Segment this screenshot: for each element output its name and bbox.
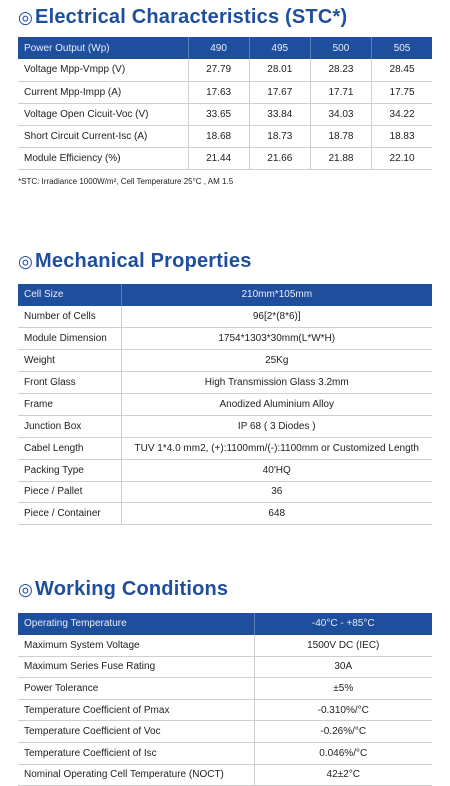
header-value: 210mm*105mm [121,284,432,306]
row-label: Current Mpp-Impp (A) [18,81,188,103]
row-label: Nominal Operating Cell Temperature (NOCT) [18,764,254,786]
table-row [18,81,432,103]
mechanical-table [18,284,432,525]
header-value: 500 [310,37,371,59]
row-label: Maximum System Voltage [18,635,254,657]
cell-value: 17.63 [188,81,249,103]
table-row [18,350,432,372]
cell-value: IP 68 ( 3 Diodes ) [121,415,432,437]
table-row [18,328,432,350]
header-value: 505 [372,37,432,59]
row-label: Module Dimension [18,328,121,350]
table-row [18,743,432,765]
circle-bullet-icon: ◎ [18,251,34,271]
cell-value: 18.73 [249,125,310,147]
cell-value: 33.84 [249,103,310,125]
row-label: Short Circuit Current-Isc (A) [18,125,188,147]
header-value: -40°C - +85°C [254,613,432,635]
mechanical-section-title [18,250,252,273]
cell-value: 1754*1303*30mm(L*W*H) [121,328,432,350]
cell-value: 22.10 [372,147,432,169]
cell-value: 28.45 [372,59,432,81]
circle-bullet-icon: ◎ [18,7,34,27]
electrical-section-title [18,6,347,29]
table-row [18,147,432,169]
cell-value: 36 [121,481,432,503]
working-table [18,613,432,786]
header-label: Power Output (Wp) [18,37,188,59]
cell-value: 28.01 [249,59,310,81]
cell-value: High Transmission Glass 3.2mm [121,372,432,394]
row-label: Frame [18,393,121,415]
table-row [18,437,432,459]
row-label: Piece / Container [18,503,121,525]
table-row [18,393,432,415]
table-row [18,721,432,743]
cell-value: 21.88 [310,147,371,169]
cell-value: 17.71 [310,81,371,103]
electrical-table [18,37,432,170]
table-row [18,635,432,657]
row-label: Piece / Pallet [18,481,121,503]
stc-footnote: *STC: Irradiance 1000W/m², Cell Temperature 25°C , AM 1.5 [18,177,234,186]
cell-value: Anodized Aluminium Alloy [121,393,432,415]
table-row [18,656,432,678]
cell-value: 18.68 [188,125,249,147]
cell-value: 21.44 [188,147,249,169]
row-label: Voltage Mpp-Vmpp (V) [18,59,188,81]
cell-value: 1500V DC (IEC) [254,635,432,657]
table-row [18,764,432,786]
cell-value: TUV 1*4.0 mm2, (+):1100mm/(-):1100mm or Customized Length [121,437,432,459]
row-label: Packing Type [18,459,121,481]
row-label: Power Tolerance [18,678,254,700]
header-label: Cell Size [18,284,121,306]
table-header-row [18,613,432,635]
table-row [18,678,432,700]
cell-value: 648 [121,503,432,525]
row-label: Number of Cells [18,306,121,328]
circle-bullet-icon: ◎ [18,579,34,599]
table-row [18,415,432,437]
cell-value: 17.75 [372,81,432,103]
row-label: Maximum Series Fuse Rating [18,656,254,678]
working-title-text: Working Conditions [35,578,229,600]
row-label: Module Efficiency (%) [18,147,188,169]
header-value: 490 [188,37,249,59]
cell-value: ±5% [254,678,432,700]
row-label: Cabel Length [18,437,121,459]
cell-value: 27.79 [188,59,249,81]
cell-value: 40'HQ [121,459,432,481]
table-row [18,59,432,81]
table-header-row [18,284,432,306]
cell-value: 21.66 [249,147,310,169]
table-row [18,372,432,394]
header-label: Operating Temperature [18,613,254,635]
cell-value: 30A [254,656,432,678]
cell-value: 28.23 [310,59,371,81]
table-row [18,103,432,125]
cell-value: 33.65 [188,103,249,125]
cell-value: -0.310%/°C [254,699,432,721]
cell-value: 34.22 [372,103,432,125]
cell-value: 96[2*(8*6)] [121,306,432,328]
cell-value: 42±2°C [254,764,432,786]
row-label: Front Glass [18,372,121,394]
row-label: Temperature Coefficient of Pmax [18,699,254,721]
working-section-title [18,578,228,601]
cell-value: 25Kg [121,350,432,372]
header-value: 495 [249,37,310,59]
row-label: Temperature Coefficient of Voc [18,721,254,743]
cell-value: 18.83 [372,125,432,147]
electrical-title-text: Electrical Characteristics (STC*) [35,6,348,28]
table-row [18,503,432,525]
row-label: Voltage Open Cicuit-Voc (V) [18,103,188,125]
table-header-row [18,37,432,59]
mechanical-title-text: Mechanical Properties [35,250,252,272]
table-row [18,125,432,147]
cell-value: -0.26%/°C [254,721,432,743]
cell-value: 17.67 [249,81,310,103]
table-row [18,306,432,328]
table-row [18,699,432,721]
row-label: Weight [18,350,121,372]
table-row [18,481,432,503]
row-label: Temperature Coefficient of Isc [18,743,254,765]
table-row [18,459,432,481]
row-label: Junction Box [18,415,121,437]
cell-value: 34.03 [310,103,371,125]
cell-value: 0.046%/°C [254,743,432,765]
cell-value: 18.78 [310,125,371,147]
